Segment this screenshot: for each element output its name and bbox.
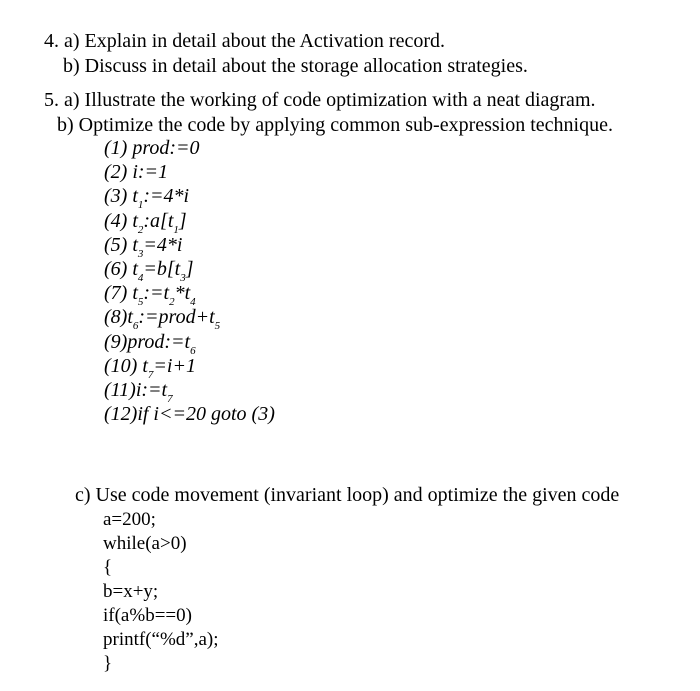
- subscript: 6: [132, 320, 139, 333]
- code-line: [104, 282, 196, 309]
- subscript: 7: [147, 369, 154, 382]
- question-5a: 5. a) Illustrate the working of code optimization with a neat diagram.: [44, 89, 596, 111]
- code-text: (9)prod:=t: [104, 331, 191, 353]
- subscript: 5: [214, 320, 221, 333]
- code-text: *t: [174, 282, 191, 304]
- loop-code-line: b=x+y;: [103, 581, 159, 602]
- code-text: :a[t: [143, 210, 174, 232]
- loop-code-line: a=200;: [103, 509, 156, 530]
- code-line: [104, 331, 196, 358]
- loop-code-line: while(a>0): [103, 533, 187, 554]
- question-4b: b) Discuss in detail about the storage allocation strategies.: [63, 55, 528, 77]
- subscript: 1: [173, 224, 179, 237]
- code-line: [104, 162, 168, 182]
- loop-code-line: printf(“%d”,a);: [103, 629, 219, 650]
- code-text: (10) t: [104, 355, 148, 377]
- cropped-previous-line: [0, 0, 700, 4]
- loop-code-line: }: [103, 653, 113, 674]
- code-line: [104, 258, 194, 285]
- question-5c: c) Use code movement (invariant loop) and optimize the given code: [75, 484, 620, 506]
- subscript: 6: [190, 345, 196, 358]
- loop-code-line: {: [103, 557, 113, 578]
- code-text: :=prod+t: [138, 306, 215, 328]
- code-line: [104, 234, 183, 261]
- code-text: (1) prod:=0: [104, 137, 200, 159]
- subscript: 4: [190, 296, 196, 309]
- loop-code-line: if(a%b==0): [103, 605, 192, 626]
- code-text: (7) t: [104, 282, 138, 304]
- subscript: 4: [137, 272, 144, 285]
- code-text: =4*i: [143, 234, 183, 256]
- code-line: [104, 306, 221, 333]
- code-text: (6) t: [104, 258, 138, 280]
- code-text: (12)if i<=20 goto (3): [104, 403, 275, 425]
- subscript: 1: [137, 199, 144, 212]
- code-text: (8)t: [104, 306, 133, 328]
- code-line: [104, 355, 196, 382]
- code-text: (3) t: [104, 185, 138, 207]
- code-line: [104, 138, 200, 158]
- question-5b: b) Optimize the code by applying common sub-expression technique.: [57, 114, 613, 136]
- subscript: 7: [167, 393, 173, 406]
- code-text: (4) t: [104, 210, 138, 232]
- code-line: [104, 404, 275, 424]
- subscript: 3: [137, 248, 144, 261]
- code-text: (11)i:=t: [104, 379, 168, 401]
- code-line: [104, 210, 187, 237]
- code-text: =b[t: [143, 258, 181, 280]
- code-text: ]: [185, 258, 194, 280]
- code-text: =i+1: [153, 355, 196, 377]
- subscript: 2: [137, 224, 144, 237]
- code-line: [104, 379, 173, 406]
- subscript: 5: [137, 296, 144, 309]
- code-text: ]: [178, 210, 187, 232]
- code-text: :=4*i: [143, 185, 190, 207]
- code-text: (2) i:=1: [104, 161, 169, 183]
- code-text: (5) t: [104, 234, 138, 256]
- subscript: 3: [180, 272, 186, 285]
- question-4a: 4. a) Explain in detail about the Activation record.: [44, 30, 445, 52]
- subscript: 2: [169, 296, 175, 309]
- code-text: :=t: [143, 282, 170, 304]
- code-line: [104, 185, 190, 212]
